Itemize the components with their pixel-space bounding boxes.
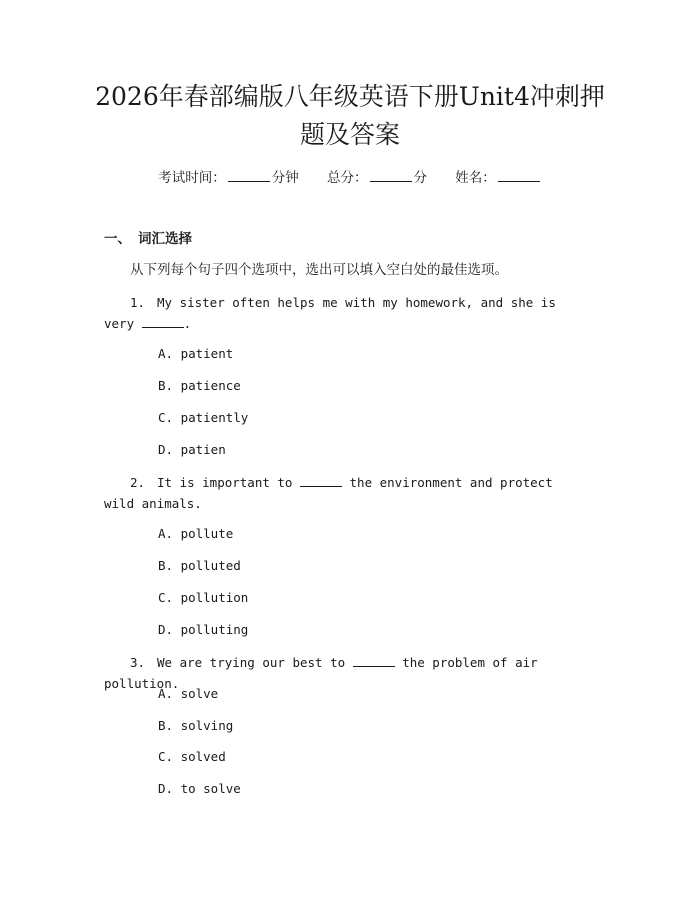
exam-time-label: 考试时间： [158, 170, 226, 186]
question-2 [104, 472, 574, 514]
option-2b: B. polluted [158, 558, 241, 573]
question-text-before: My sister often helps me with my homework, and she is very [104, 295, 556, 331]
option-1c: C. patiently [158, 410, 249, 425]
student-name-blank [498, 169, 540, 182]
question-text-after: the problem of air pollution. [104, 655, 538, 691]
total-score-field [327, 168, 427, 188]
option-2a: A. pollute [158, 526, 234, 541]
question-number: 2. [130, 475, 146, 490]
exam-meta [0, 168, 700, 188]
question-text-after: . [183, 316, 192, 331]
answer-blank [300, 475, 342, 487]
question-1 [104, 292, 574, 334]
answer-blank [353, 655, 395, 667]
section-instruction: 从下列每个句子四个选项中，选出可以填入空白处的最佳选项。 [130, 262, 508, 278]
student-name-field [455, 168, 542, 188]
exam-time-field [158, 168, 299, 188]
option-1d: D. patien [158, 442, 226, 457]
option-1a: A. patient [158, 346, 234, 361]
total-score-unit: 分 [413, 170, 427, 186]
student-name-label: 姓名： [455, 170, 496, 186]
exam-time-blank [228, 169, 270, 182]
question-text-after: the environment and protect wild animals. [104, 475, 553, 511]
question-text-before: We are trying our best to [157, 655, 353, 670]
answer-blank [142, 316, 184, 328]
section-title: 词汇选择 [138, 231, 192, 247]
option-1b: B. patience [158, 378, 241, 393]
question-text-before: It is important to [157, 475, 300, 490]
option-3a: A. solve [158, 686, 219, 701]
document-title: 2026年春部编版八年级英语下册Unit4冲刺押题及答案 [95, 82, 605, 149]
exam-time-unit: 分钟 [271, 170, 299, 186]
total-score-label: 总分： [327, 170, 368, 186]
option-2d: D. polluting [158, 622, 249, 637]
option-3d: D. to solve [158, 781, 241, 796]
question-number: 3. [130, 655, 146, 670]
option-3c: C. solved [158, 749, 226, 764]
section-number: 一、 [104, 231, 131, 247]
option-3b: B. solving [158, 718, 234, 733]
section-heading [104, 229, 192, 249]
question-number: 1. [130, 295, 146, 310]
option-2c: C. pollution [158, 590, 249, 605]
total-score-blank [370, 169, 412, 182]
